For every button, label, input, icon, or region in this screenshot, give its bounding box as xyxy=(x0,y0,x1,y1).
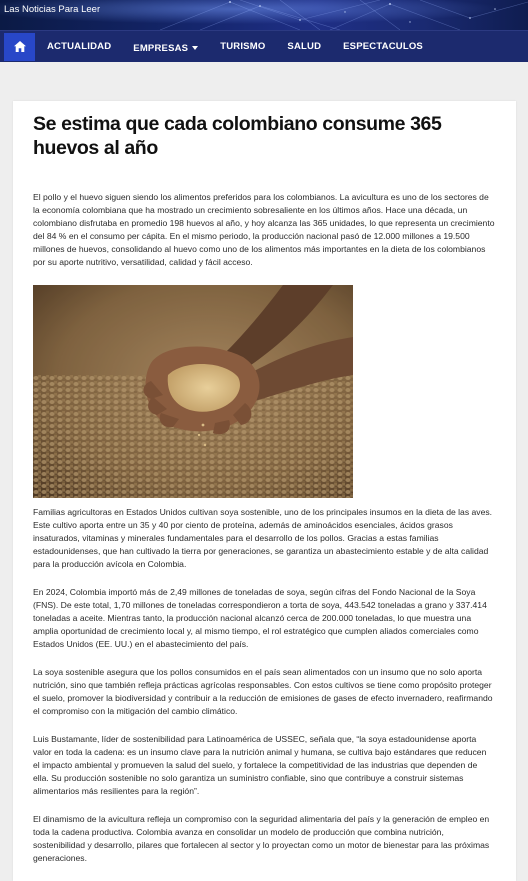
soybean-photo-illustration xyxy=(33,285,353,498)
article-paragraph: El pollo y el huevo siguen siendo los alimentos preferidos para los colombianos. La avicultura es uno de los sectores de la economía colombiana que ha mostrado un crecimiento sobresaliente en los últimos años. Hace una década, un colombiano disfrutaba en promedio 198 huevos al año, y hoy alcanza las 365 unidades, lo que representa un crecimiento del 84 % en el consumo per cápita. En el mismo periodo, la producción nacional pasó de 12.000 millones a 19.500 millones de huevos, consolidando al huevo como uno de los alimentos más importantes en la dieta de los colombianos por su aporte nutritivo, versatilidad, calidad y fácil acceso. xyxy=(33,192,495,267)
nav-item-label: EMPRESAS xyxy=(133,42,189,54)
nav-item-espectaculos[interactable] xyxy=(343,41,423,52)
site-tagline[interactable]: Las Noticias Para Leer xyxy=(4,4,101,15)
nav-item-label: ESPECTACULOS xyxy=(343,41,423,52)
article-paragraph: La soya sostenible asegura que los pollos consumidos en el país sean alimentados con un insumo que no solo aporta nutrición, sino que también refleja prácticas agrícolas responsables. Con estos cultivos se tiene como propósito proteger el suelo, promover la biodiversidad y contribuir a la reducción de emisiones de gases de efecto invernadero, reafirmando el compromiso con la mitigación del cambio climático. xyxy=(33,667,493,716)
nav-item-empresas[interactable] xyxy=(133,43,198,54)
article-paragraph: En 2024, Colombia importó más de 2,49 millones de toneladas de soya, según cifras del Fondo Nacional de la Soya (FNS). De este total, 1,70 millones de toneladas correspondieron a torta de soya, 443.542 toneladas a grano y 337.414 toneladas a aceite. Mientras tanto, la producción nacional alcanzó cerca de 200.000 toneladas, lo que muestra una amplia oportunidad de crecimiento local y, al mismo tiempo, el rol estratégico que cumplen aliados comerciales como Estados Unidos (EE. UU.) en el abastecimiento del país. xyxy=(33,587,487,649)
nav-item-turismo[interactable] xyxy=(220,41,265,52)
nav-item-label: ACTUALIDAD xyxy=(47,41,112,52)
nav-item-actualidad[interactable] xyxy=(47,41,111,52)
top-header xyxy=(0,0,528,30)
article-paragraph: Familias agricultoras en Estados Unidos cultivan soya sostenible, uno de los principales insumos en la dieta de las aves. Este cultivo aporta entre un 35 y 40 por ciento de proteína, además de aminoácidos esenciales, ácidos grasos insaturados, vitaminas y minerales fundamentales para el desarrollo de los pollos. Gracias a estas familias estadounidenses, que han cultivado la tierra por generaciones, se garantiza un abastecimiento estable y de alta calidad para la producción avícola en Colombia. xyxy=(33,507,493,569)
main-navigation xyxy=(0,30,528,62)
nav-item-label: SALUD xyxy=(287,41,322,52)
home-button[interactable] xyxy=(4,33,35,61)
home-icon xyxy=(14,41,26,52)
nav-item-label: TURISMO xyxy=(220,41,266,52)
article-paragraph: Luis Bustamante, líder de sostenibilidad para Latinoamérica de USSEC, señala que, “la soya estadounidense aporta valor en toda la cadena: es un insumo clave para la nutrición animal y humana, se cultiva bajo estándares que reducen el impacto ambiental y promueven la salud del suelo, y fortalece la competitividad de las industrias que dependen de ella. Su producción sostenible no solo garantiza un suministro confiable, sino que contribuye a construir sistemas alimentarios más resilientes para la región”. xyxy=(33,734,487,796)
article-card xyxy=(13,101,516,881)
article-image-soybean-hands xyxy=(33,285,353,498)
article-paragraph: El dinamismo de la avicultura refleja un compromiso con la seguridad alimentaria del país y la generación de empleo en toda la cadena productiva. Colombia avanza en consolidar un modelo de producción que combina nutrición, sostenibilidad y desarrollo, pilares que fortalecen al sector y lo proyectan como un motor de bienestar para las próximas generaciones. xyxy=(33,814,490,863)
nav-item-salud[interactable] xyxy=(287,41,321,52)
article-title: Se estima que cada colombiano consume 365 huevos al año xyxy=(33,113,442,159)
chevron-down-icon xyxy=(192,46,198,50)
